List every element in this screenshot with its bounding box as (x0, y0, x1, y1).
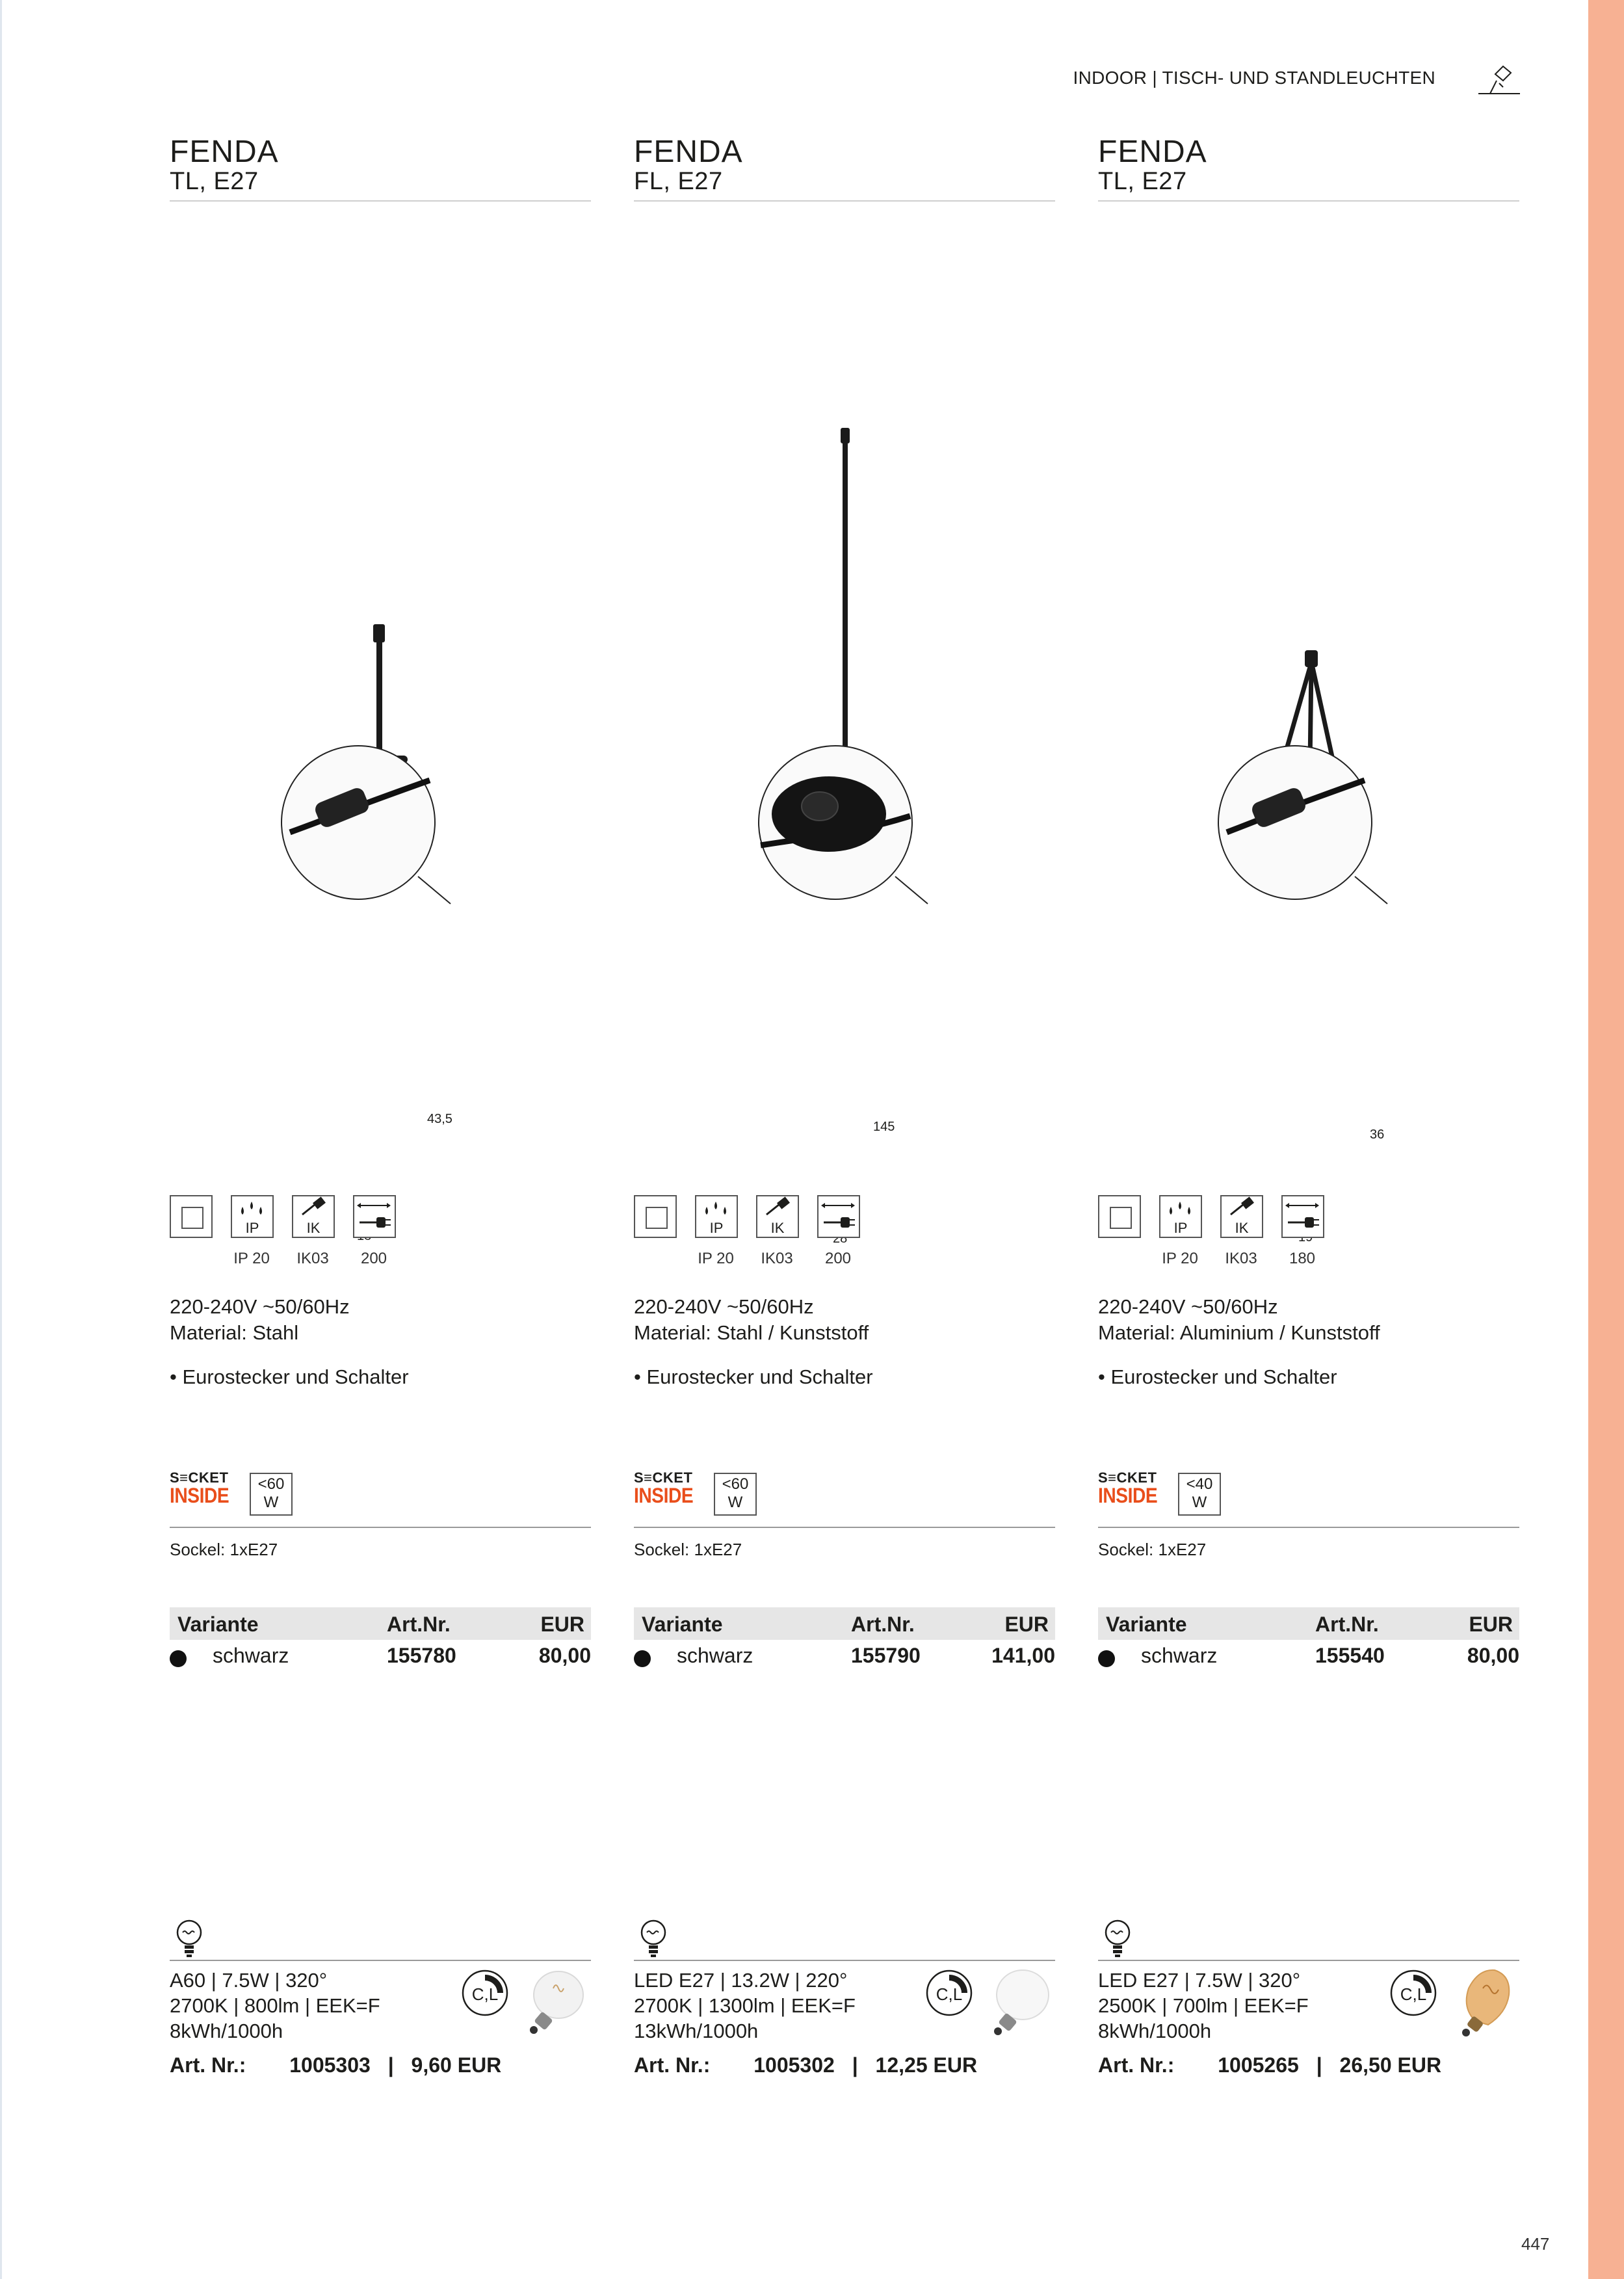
table-header (170, 1607, 591, 1640)
variant-price: 80,00 (1467, 1644, 1519, 1667)
divider (1098, 1960, 1519, 1961)
ik-label: IK (770, 1220, 785, 1236)
product-subtitle: TL, E27 (170, 168, 259, 195)
ip-value: IP 20 (1162, 1250, 1198, 1267)
variant-artnr: 155780 (387, 1644, 456, 1667)
switch-detail-photo (282, 746, 451, 904)
product-title: FENDA (170, 135, 279, 169)
bulb-specs (170, 1968, 380, 2044)
inside-label: INSIDE (170, 1484, 229, 1507)
dim-height: 43,5 (427, 1112, 452, 1126)
product-column-1 (170, 135, 591, 2077)
ik-label: IK (306, 1220, 321, 1236)
sockel: Sockel: 1xE27 (1098, 1540, 1207, 1559)
product-column-2 (634, 135, 1055, 2077)
bulb-artnr: 1005303 (289, 2053, 371, 2077)
col-eur: EUR (1469, 1613, 1513, 1636)
bulb-line-2: 2500K | 700lm | EEK=F (1098, 1994, 1309, 2017)
sockel: Sockel: 1xE27 (634, 1540, 742, 1559)
page-edge (0, 0, 2, 2279)
lightbulb-icon (1103, 1918, 1132, 1960)
variant-artnr: 155540 (1315, 1644, 1385, 1667)
watt-unit: W (727, 1494, 743, 1511)
socket-label: S≡CKET (634, 1469, 693, 1486)
bulb-line-1: A60 | 7.5W | 320° (170, 1969, 328, 1992)
voltage: 220-240V ~50/60Hz (1098, 1295, 1278, 1318)
separator: | (1316, 2053, 1322, 2077)
ik-value: IK03 (296, 1250, 329, 1267)
variant-price: 141,00 (991, 1644, 1055, 1667)
ik-value: IK03 (1225, 1250, 1257, 1267)
bulb-line-1: LED E27 | 13.2W | 220° (634, 1969, 848, 1992)
lightbulb-icon (639, 1918, 668, 1960)
separator: | (852, 2053, 858, 2077)
switch-detail-photo (1218, 746, 1387, 904)
product-subtitle: TL, E27 (1098, 168, 1187, 195)
foot-switch-detail-photo (759, 746, 928, 904)
product-images (170, 286, 591, 1001)
product-images (634, 286, 1055, 1001)
socket-label: S≡CKET (1098, 1469, 1157, 1486)
artnr-label: Art. Nr.: (634, 2053, 711, 2077)
ik-label: IK (1235, 1220, 1249, 1236)
bulb-specs (1098, 1968, 1309, 2044)
accent-sidebar (1588, 0, 1624, 2279)
bulb-line-2: 2700K | 800lm | EEK=F (170, 1994, 380, 2017)
col-eur: EUR (540, 1613, 584, 1636)
ik-icon (292, 1195, 335, 1238)
bulb-artnr-line (1098, 2053, 1441, 2077)
variant-table (634, 1607, 1055, 1672)
socket-label: S≡CKET (170, 1469, 229, 1486)
dimmable-badge (925, 1969, 973, 2017)
cable-length-value: 200 (824, 1250, 852, 1267)
ik-icon (756, 1195, 799, 1238)
divider (170, 200, 591, 202)
ip-label: IP (709, 1220, 724, 1236)
col-variante: Variante (642, 1613, 723, 1636)
spec-icons (1098, 1195, 1519, 1273)
divider (634, 1960, 1055, 1961)
inside-label: INSIDE (1098, 1484, 1158, 1507)
material: Material: Stahl (170, 1321, 299, 1344)
bulb-photo (514, 1962, 592, 2047)
feature: • Eurostecker und Schalter (170, 1365, 409, 1388)
lightbulb-icon (175, 1918, 203, 1960)
variant-name: schwarz (677, 1644, 753, 1667)
max-watt-box (250, 1473, 293, 1516)
product-title: FENDA (1098, 135, 1207, 169)
page-header: INDOOR | TISCH- UND STANDLEUCHTEN (1073, 68, 1435, 88)
bulb-price: 26,50 EUR (1339, 2053, 1442, 2077)
color-swatch (1098, 1650, 1115, 1667)
ik-icon (1220, 1195, 1263, 1238)
badge-label: C,L (471, 1984, 499, 2004)
table-header (1098, 1607, 1519, 1640)
variant-price: 80,00 (538, 1644, 591, 1667)
table-row (170, 1640, 591, 1672)
bulb-photo (978, 1962, 1056, 2047)
floor-lamp-photo (812, 428, 877, 770)
bulb-artnr-line (634, 2053, 977, 2077)
divider (1098, 1527, 1519, 1528)
bulb-line-3: 8kWh/1000h (170, 2020, 283, 2042)
max-watt: <60 (722, 1475, 749, 1493)
max-watt: <60 (257, 1475, 285, 1493)
cable-length-value: 180 (1289, 1250, 1316, 1267)
feature: • Eurostecker und Schalter (634, 1365, 873, 1388)
product-subtitle: FL, E27 (634, 168, 723, 195)
variant-table (170, 1607, 591, 1672)
feature: • Eurostecker und Schalter (1098, 1365, 1337, 1388)
bulb-line-3: 13kWh/1000h (634, 2020, 759, 2042)
dimmable-badge (1389, 1969, 1437, 2017)
bulb-artnr: 1005302 (753, 2053, 835, 2077)
variant-name: schwarz (213, 1644, 289, 1667)
color-swatch (170, 1650, 187, 1667)
dimmable-badge (461, 1969, 509, 2017)
col-artnr: Art.Nr. (1315, 1613, 1379, 1636)
cable-plug-icon (353, 1195, 396, 1238)
bulb-line-2: 2700K | 1300lm | EEK=F (634, 1994, 856, 2017)
product-title: FENDA (634, 135, 743, 169)
color-swatch (634, 1650, 651, 1667)
max-watt-box (1178, 1473, 1221, 1516)
specs (170, 1294, 350, 1346)
ip-value: IP 20 (233, 1250, 270, 1267)
bulb-artnr: 1005265 (1218, 2053, 1299, 2077)
badge-label: C,L (1400, 1984, 1427, 2004)
class-icon (170, 1195, 213, 1238)
bulb-price: 9,60 EUR (411, 2053, 502, 2077)
variant-table (1098, 1607, 1519, 1672)
table-row (1098, 1640, 1519, 1672)
bulb-specs (634, 1968, 856, 2044)
ip-icon (1159, 1195, 1202, 1238)
max-watt: <40 (1186, 1475, 1213, 1493)
divider (634, 1527, 1055, 1528)
ip-label: IP (245, 1220, 259, 1236)
ip-label: IP (1173, 1220, 1188, 1236)
artnr-label: Art. Nr.: (170, 2053, 246, 2077)
cable-length-value: 200 (360, 1250, 387, 1267)
product-images (1098, 286, 1519, 1001)
col-variante: Variante (1106, 1613, 1187, 1636)
artnr-label: Art. Nr.: (1098, 2053, 1175, 2077)
spec-icons (634, 1195, 1055, 1273)
bulb-photo (1443, 1962, 1521, 2047)
material: Material: Aluminium / Kunststoff (1098, 1321, 1380, 1344)
divider (170, 1527, 591, 1528)
watt-unit: W (1192, 1494, 1207, 1511)
watt-unit: W (263, 1494, 279, 1511)
max-watt-box (714, 1473, 757, 1516)
col-eur: EUR (1004, 1613, 1049, 1636)
variant-name: schwarz (1141, 1644, 1218, 1667)
bulb-line-1: LED E27 | 7.5W | 320° (1098, 1969, 1301, 1992)
table-row (634, 1640, 1055, 1672)
table-lamp-photo (352, 624, 408, 763)
spec-icons (170, 1195, 591, 1273)
col-artnr: Art.Nr. (851, 1613, 915, 1636)
bulb-artnr-line (170, 2053, 501, 2077)
dim-height: 145 (873, 1120, 895, 1134)
badge-label: C,L (936, 1984, 963, 2004)
col-variante: Variante (177, 1613, 259, 1636)
dim-height: 36 (1370, 1127, 1385, 1142)
ip-icon (695, 1195, 738, 1238)
cable-plug-icon (1281, 1195, 1324, 1238)
voltage: 220-240V ~50/60Hz (634, 1295, 814, 1318)
table-header (634, 1607, 1055, 1640)
ip-icon (231, 1195, 274, 1238)
bulb-price: 12,25 EUR (875, 2053, 978, 2077)
class-icon (634, 1195, 677, 1238)
specs (1098, 1294, 1380, 1346)
divider (170, 1960, 591, 1961)
sockel: Sockel: 1xE27 (170, 1540, 278, 1559)
separator: | (387, 2053, 394, 2077)
cable-plug-icon (817, 1195, 860, 1238)
material: Material: Stahl / Kunststoff (634, 1321, 869, 1344)
voltage: 220-240V ~50/60Hz (170, 1295, 350, 1318)
divider (634, 200, 1055, 202)
specs (634, 1294, 869, 1346)
class-icon (1098, 1195, 1141, 1238)
divider (1098, 200, 1519, 202)
ip-value: IP 20 (698, 1250, 734, 1267)
bulb-line-3: 8kWh/1000h (1098, 2020, 1212, 2042)
desk-lamp-icon (1477, 61, 1523, 100)
inside-label: INSIDE (634, 1484, 694, 1507)
page-number: 447 (1521, 2234, 1550, 2254)
product-column-3 (1098, 135, 1519, 2077)
ik-value: IK03 (761, 1250, 793, 1267)
variant-artnr: 155790 (851, 1644, 921, 1667)
col-artnr: Art.Nr. (387, 1613, 451, 1636)
